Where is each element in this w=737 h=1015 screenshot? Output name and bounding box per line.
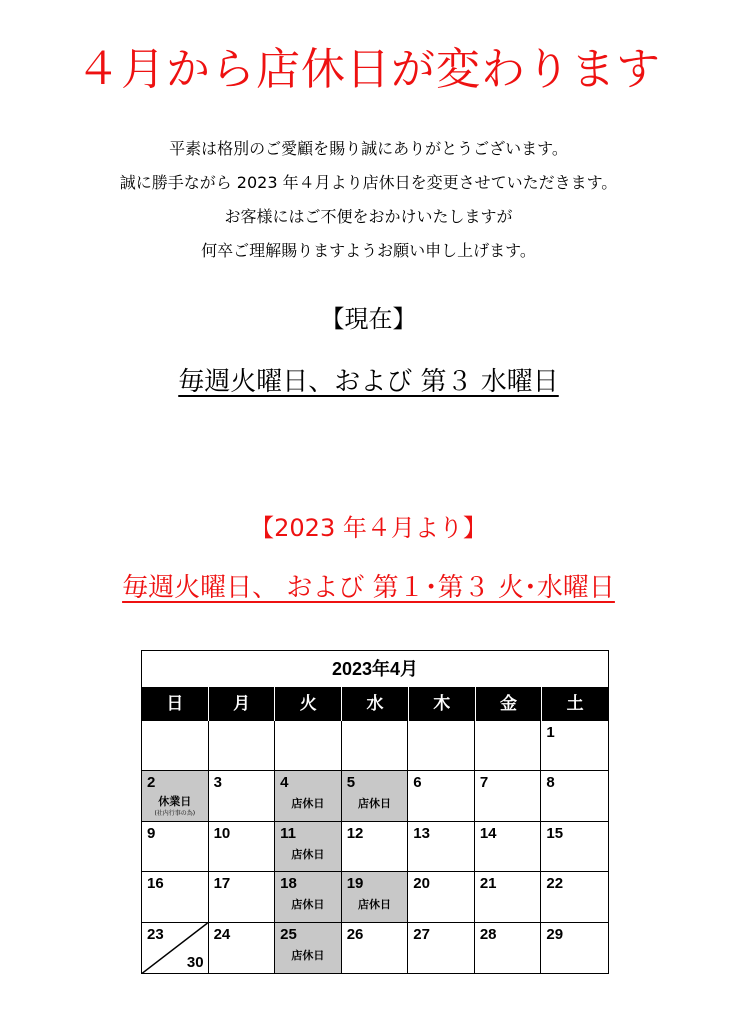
day-number: 18 (280, 875, 297, 893)
calendar-day-cell (142, 872, 209, 922)
closed-day-note: 店休日 (291, 797, 325, 811)
calendar-day-cell (342, 872, 409, 922)
calendar-day-cell (209, 923, 276, 973)
calendar-day-cell (142, 771, 209, 821)
closed-day-note: 店休日 (291, 948, 325, 962)
closed-day-note: 店休日 (291, 847, 325, 861)
day-number: 16 (147, 875, 164, 893)
day-number: 22 (546, 875, 564, 893)
intro-line: 平素は格別のご愛顧を賜り誠にありがとうございます。 (169, 139, 568, 158)
calendar-day-cell (541, 923, 608, 973)
calendar-day-cell (275, 872, 342, 922)
day-number: 11 (280, 824, 296, 842)
current-rule-text: 毎週火曜日、および 第３ 水曜日 (178, 367, 559, 397)
day-number: 17 (213, 875, 231, 893)
calendar-day-cell (541, 771, 608, 821)
closed-day-note: 店休日 (357, 898, 391, 912)
current-rule (0, 364, 737, 400)
weekday-header (142, 687, 608, 721)
calendar-day-cell (475, 822, 542, 872)
day-number: 29 (546, 925, 564, 943)
calendar-day-cell (142, 923, 209, 973)
closed-day-note: 店休日 (357, 797, 391, 811)
weekday-label: 水 (342, 687, 409, 721)
day-number: 1 (546, 724, 555, 741)
page-headline: ４月から店休日が変わります (76, 44, 661, 95)
weekday-label: 月 (209, 687, 276, 721)
day-number: 23 (147, 925, 164, 943)
day-number: 9 (147, 824, 156, 842)
weekday-label: 土 (566, 694, 584, 714)
day-number: 13 (413, 824, 430, 842)
calendar-empty-cell (275, 721, 342, 771)
calendar-day-cell (209, 822, 276, 872)
weekday-label: 金 (476, 687, 543, 721)
calendar-day-cell (475, 771, 542, 821)
day-number: 21 (479, 875, 497, 893)
day-number: 20 (413, 875, 430, 893)
calendar-title: 2023年4月 (331, 659, 419, 679)
day-number: 10 (213, 824, 231, 842)
day-number: 6 (413, 774, 422, 792)
weekday-label: 木 (409, 687, 476, 721)
calendar-empty-cell (475, 721, 542, 771)
closed-day-note: 休業日 (158, 795, 192, 809)
day-number: 25 (280, 925, 297, 943)
calendar-day-cell (475, 923, 542, 973)
calendar-day-cell (408, 872, 475, 922)
calendar-day-cell (342, 771, 409, 821)
calendar-day-cell (209, 872, 276, 922)
calendar-day-cell (275, 923, 342, 973)
calendar-day-cell (408, 923, 475, 973)
day-number-secondary: 30 (186, 953, 204, 971)
new-rule (0, 570, 737, 606)
day-number: 5 (346, 774, 356, 792)
day-number: 26 (346, 925, 364, 943)
calendar-day-cell (541, 822, 608, 872)
day-number: 14 (479, 824, 497, 842)
april-calendar (141, 650, 609, 974)
calendar-day-cell (475, 872, 542, 922)
calendar-empty-cell (408, 721, 475, 771)
intro-message (0, 132, 737, 268)
day-number: 24 (213, 925, 231, 943)
intro-line: 誠に勝手ながら 2023 年４月より店休日を変更させていただきます。 (119, 173, 618, 192)
calendar-day-cell (541, 721, 608, 771)
day-number: 12 (346, 824, 364, 842)
current-label: 【現在】 (320, 305, 417, 333)
day-number: 3 (213, 774, 222, 792)
calendar-day-cell (209, 771, 276, 821)
day-number: 4 (280, 774, 289, 792)
calendar-day-cell (408, 822, 475, 872)
calendar-empty-cell (142, 721, 209, 771)
calendar-day-cell (275, 822, 342, 872)
calendar-day-cell (408, 771, 475, 821)
calendar-day-cell (142, 822, 209, 872)
calendar-grid (142, 721, 608, 973)
calendar-empty-cell (209, 721, 276, 771)
new-rule-text: 毎週火曜日、 および 第１･第３ 火･水曜日 (122, 573, 615, 603)
intro-line: お客様にはご不便をおかけいたしますが (224, 207, 513, 226)
calendar-day-cell (275, 771, 342, 821)
weekday-label: 火 (275, 687, 342, 721)
day-number: 27 (413, 925, 430, 943)
day-number: 2 (147, 774, 156, 792)
calendar-day-cell (342, 822, 409, 872)
closed-day-note: 店休日 (291, 898, 325, 912)
day-number: 19 (346, 875, 364, 893)
day-number: 28 (479, 925, 497, 943)
new-label: 【2023 年４月より】 (250, 514, 487, 542)
day-number: 8 (546, 774, 555, 792)
day-number: 15 (546, 824, 564, 842)
calendar-day-cell (342, 923, 409, 973)
day-number: 7 (479, 774, 489, 792)
weekday-label: 日 (142, 687, 209, 721)
intro-line: 何卒ご理解賜りますようお願い申し上げます。 (201, 241, 536, 260)
closed-day-subnote: (社内行事の為) (154, 810, 196, 818)
calendar-day-cell (541, 872, 608, 922)
calendar-empty-cell (342, 721, 409, 771)
